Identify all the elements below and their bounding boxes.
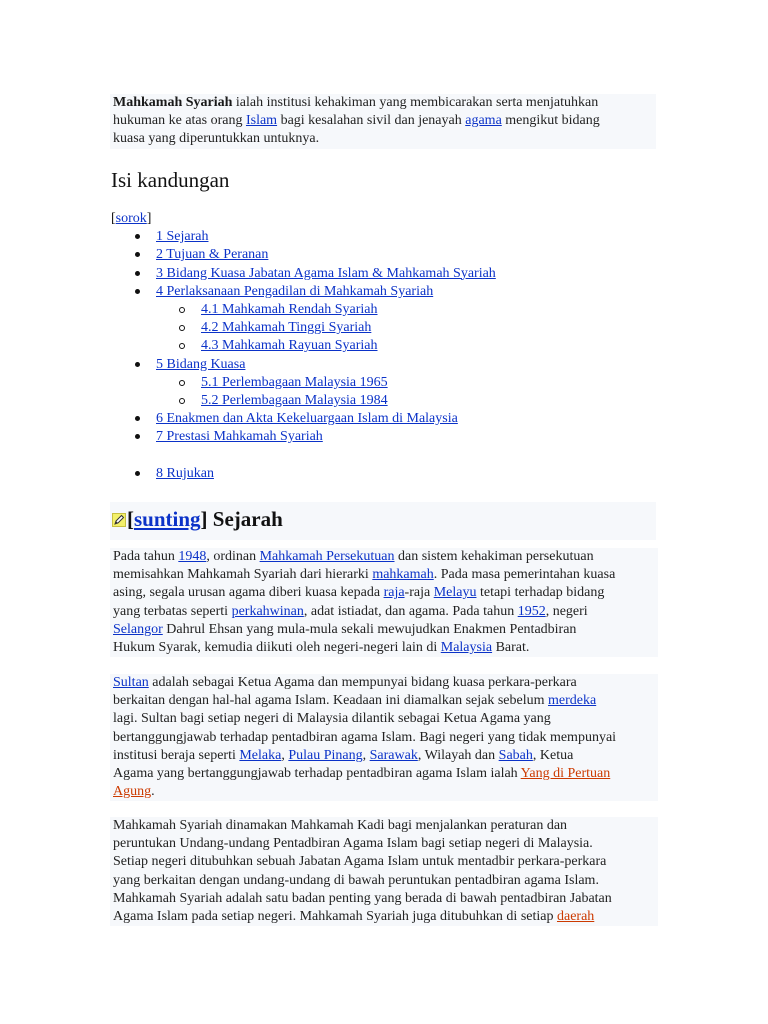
link-malaysia[interactable]: Malaysia <box>440 639 493 655</box>
toc-item <box>111 356 651 374</box>
text-line <box>113 783 658 801</box>
bracket: ] <box>200 507 208 531</box>
text: Agama Islam pada setiap negeri. Mahkamah Syariah juga ditubuhkan di setiap <box>113 908 557 924</box>
text-line <box>113 621 658 639</box>
text: . Pada masa pemerintahan kuasa <box>433 567 616 583</box>
intro-text: hukuman ke atas orang <box>113 113 246 129</box>
intro-line-2 <box>113 112 654 130</box>
toc-link-rendah[interactable]: 4.1 Mahkamah Rendah Syariah <box>201 301 378 317</box>
text: dan sistem kehakiman persekutuan <box>394 549 594 564</box>
table-of-contents <box>111 210 651 483</box>
text: institusi beraja seperti <box>113 747 240 763</box>
pencil-edit-icon[interactable] <box>112 506 126 520</box>
text: asing, segala urusan agama diberi kuasa kepada <box>113 585 384 601</box>
intro-text: mengikut bidang <box>501 113 600 129</box>
paragraph-sejarah-3 <box>110 817 658 926</box>
text: , negeri <box>545 603 588 619</box>
toc-link-bidang-kuasa-jabatan[interactable]: 3 Bidang Kuasa Jabatan Agama Islam & Mahkamah Syariah <box>156 265 496 281</box>
text: adalah sebagai Ketua Agama dan mempunyai bidang kuasa perkara-perkara <box>148 675 577 690</box>
link-sultan[interactable]: Sultan <box>113 675 149 690</box>
text-line <box>113 566 658 584</box>
text-line <box>113 765 658 783</box>
toc-link-sejarah[interactable]: 1 Sejarah <box>156 229 209 245</box>
section-title <box>112 505 283 533</box>
text-line <box>113 603 658 621</box>
intro-paragraph <box>110 94 656 149</box>
text-line <box>113 548 658 566</box>
link-1952[interactable]: 1952 <box>517 603 546 619</box>
link-selangor[interactable]: Selangor <box>113 621 163 637</box>
paragraph-sejarah-1 <box>110 548 658 657</box>
toc-item <box>111 228 651 246</box>
text-line: Mahkamah Syariah adalah satu badan penting yang berada di bawah pentadbiran Jabatan <box>113 890 612 906</box>
text-line: yang berkaitan dengan undang-undang di bawah peruntukan pentadbiran agama Islam. <box>113 872 599 888</box>
text: Hukum Syarak, kemudia diikuti oleh negeri-negeri lain di <box>113 639 441 655</box>
text: Pada tahun <box>113 549 179 564</box>
paragraph-sejarah-2 <box>110 674 658 801</box>
text-line: Setiap negeri ditubuhkan sebuah Jabatan Agama Islam untuk mentadbir perkara-perkara <box>113 854 607 870</box>
toc-item <box>111 465 651 483</box>
toc-link-1965[interactable]: 5.1 Perlembagaan Malaysia 1965 <box>201 374 388 390</box>
toc-subitem <box>111 374 651 392</box>
bracket: ] <box>146 211 152 226</box>
toc-link-prestasi[interactable]: 7 Prestasi Mahkamah Syariah <box>156 429 323 445</box>
toc-link-bidang-kuasa[interactable]: 5 Bidang Kuasa <box>156 356 246 372</box>
toc-item <box>111 428 651 446</box>
toc-title: Isi kandungan <box>111 168 230 192</box>
text-line: Mahkamah Syariah dinamakan Mahkamah Kadi bagi menjalankan peraturan dan <box>113 818 568 833</box>
link-merdeka[interactable]: merdeka <box>548 693 597 709</box>
toc-link-enakmen[interactable]: 6 Enakmen dan Akta Kekeluargaan Islam di Malaysia <box>156 411 458 427</box>
link-mahkamah-persekutuan[interactable]: Mahkamah Persekutuan <box>259 549 395 564</box>
link-melayu[interactable]: Melayu <box>433 585 477 601</box>
section-heading-text: Sejarah <box>207 507 283 531</box>
link-agung[interactable]: Agung <box>113 784 152 800</box>
text: . <box>151 784 155 800</box>
link-daerah[interactable]: daerah <box>556 908 595 924</box>
toc-link-rayuan[interactable]: 4.3 Mahkamah Rayuan Syariah <box>201 338 378 354</box>
link-sarawak[interactable]: Sarawak <box>369 747 418 763</box>
bracket: [ <box>111 211 116 226</box>
toc-link-tinggi[interactable]: 4.2 Mahkamah Tinggi Syariah <box>201 320 372 336</box>
link-melaka[interactable]: Melaka <box>239 747 282 763</box>
text: Agama yang bertanggungjawab terhadap pentadbiran agama Islam ialah <box>113 765 521 781</box>
toc-hide-link[interactable]: sorok <box>115 211 147 226</box>
text: memisahkan Mahkamah Syariah dari hierarki <box>113 567 373 583</box>
section-edit-link[interactable]: sunting <box>134 507 201 531</box>
text-line <box>113 584 658 602</box>
text: berkaitan dengan hal-hal agama Islam. Keadaan ini diamalkan sejak sebelum <box>113 693 548 709</box>
link-islam[interactable]: Islam <box>245 113 278 129</box>
text-line <box>113 692 658 710</box>
text-line: bertanggungjawab terhadap pentadbiran agama Islam. Bagi negeri yang tidak mempunyai <box>113 729 617 745</box>
link-perkahwinan[interactable]: perkahwinan <box>231 603 304 619</box>
toc-link-rujukan[interactable]: 8 Rujukan <box>156 465 214 481</box>
link-yang-di-pertuan[interactable]: Yang di Pertuan <box>520 765 611 781</box>
text: , Ketua <box>532 747 574 763</box>
text-line: lagi. Sultan bagi setiap negeri di Malaysia dilantik sebagai Ketua Agama yang <box>113 711 551 727</box>
text: Barat. <box>492 639 530 655</box>
text: Dahrul Ehsan yang mula-mula sekali mewujudkan Enakmen Pentadbiran <box>162 621 577 637</box>
text: yang terbatas seperti <box>113 603 232 619</box>
toc-subitem <box>111 392 651 410</box>
toc-link-tujuan[interactable]: 2 Tujuan & Peranan <box>156 247 269 263</box>
link-pulau-pinang[interactable]: Pulau Pinang <box>288 747 363 763</box>
toc-subitem <box>111 301 651 319</box>
toc-hide-row <box>111 210 651 228</box>
link-sabah[interactable]: Sabah <box>498 747 533 763</box>
intro-text: bagi kesalahan sivil dan jenayah <box>277 113 466 129</box>
intro-line-3: kuasa yang diperuntukkan untuknya. <box>113 131 320 147</box>
text-line <box>113 747 658 765</box>
text-line: peruntukan Undang-undang Pentadbiran Agama Islam bagi setiap negeri di Malaysia. <box>113 836 593 852</box>
text-line <box>113 674 658 692</box>
text: , <box>362 747 370 763</box>
toc-item <box>111 246 651 264</box>
intro-text: ialah institusi kehakiman yang membicarakan serta menjatuhkan <box>232 95 599 110</box>
text: tetapi terhadap bidang <box>476 585 605 601</box>
toc-link-1984[interactable]: 5.2 Perlembagaan Malaysia 1984 <box>201 392 388 408</box>
toc-item <box>111 410 651 428</box>
link-agama[interactable]: agama <box>465 113 502 129</box>
toc-item <box>111 283 651 301</box>
intro-line-1 <box>113 94 654 112</box>
section-heading-sejarah <box>110 502 656 540</box>
text: , Wilayah dan <box>417 747 499 763</box>
toc-item <box>111 265 651 283</box>
toc-subitem <box>111 319 651 337</box>
text-line <box>113 639 658 657</box>
link-raja[interactable]: raja <box>383 585 405 601</box>
link-mahkamah[interactable]: mahkamah <box>372 567 434 583</box>
text: , ordinan <box>206 549 260 564</box>
toc-list <box>111 228 651 483</box>
text: -raja <box>404 585 434 601</box>
text: , adat istiadat, dan agama. Pada tahun <box>303 603 518 619</box>
toc-subitem <box>111 337 651 355</box>
bracket: [ <box>127 507 134 531</box>
intro-term: Mahkamah Syariah <box>113 95 233 110</box>
text: , <box>281 747 289 763</box>
link-1948[interactable]: 1948 <box>178 549 207 564</box>
text-line <box>113 908 658 926</box>
toc-link-perlaksanaan[interactable]: 4 Perlaksanaan Pengadilan di Mahkamah Syariah <box>156 283 434 299</box>
